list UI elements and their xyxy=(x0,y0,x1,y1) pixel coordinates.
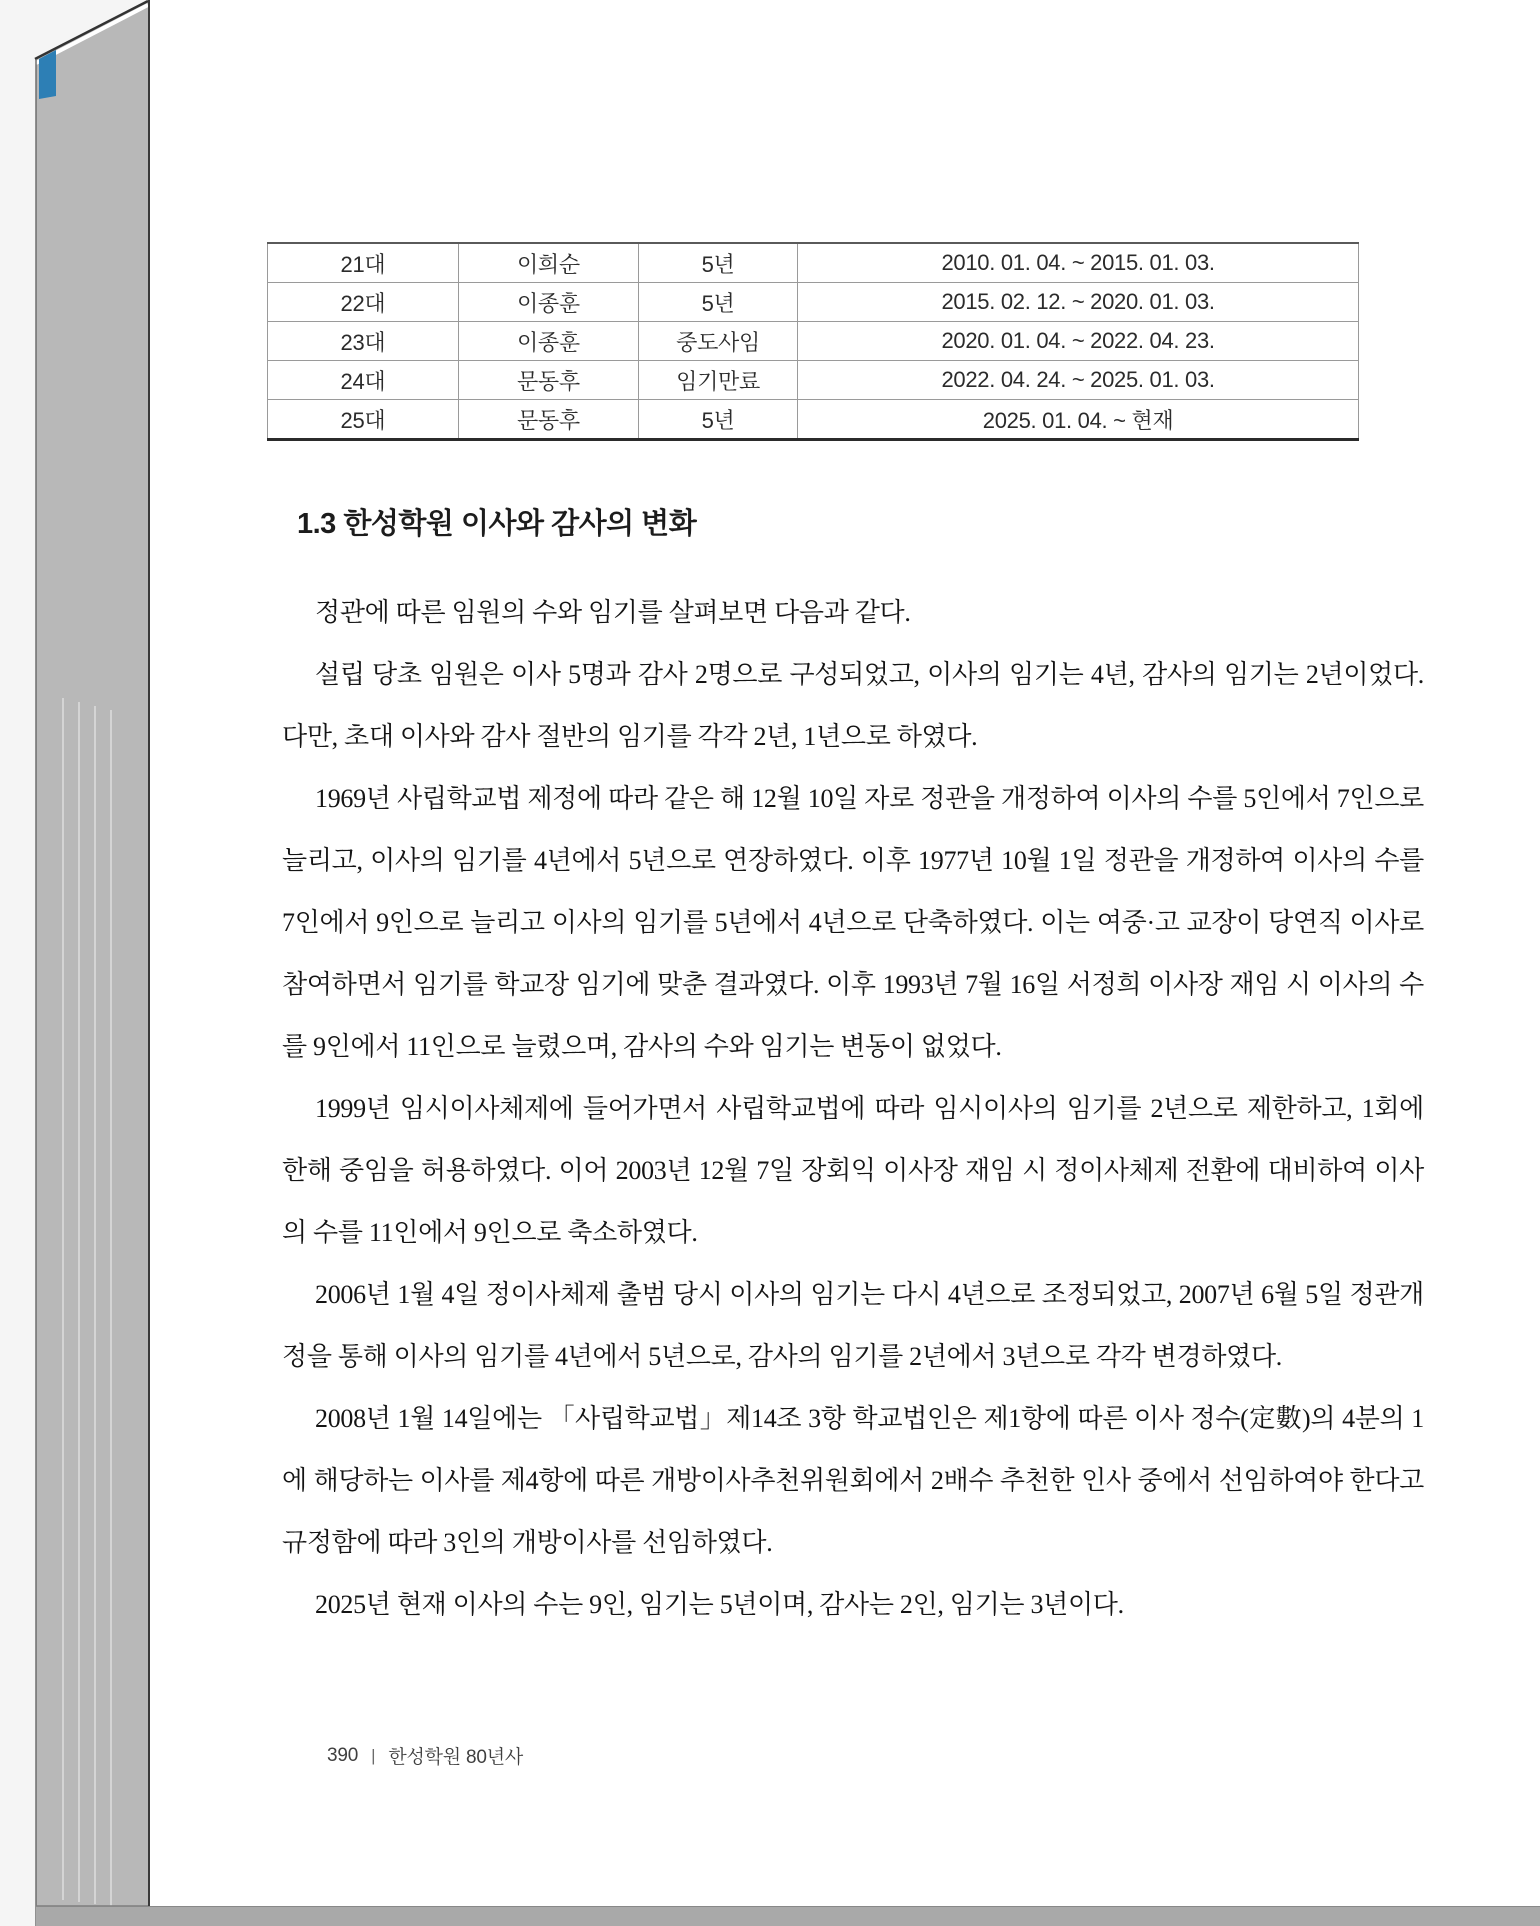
page-number: 390 xyxy=(327,1744,359,1766)
cell-name: 이종훈 xyxy=(458,283,638,322)
cell-name: 이종훈 xyxy=(458,322,638,361)
cell-generation: 22대 xyxy=(268,283,459,322)
officers-table-body xyxy=(268,243,1359,440)
cell-generation: 25대 xyxy=(268,400,459,440)
cell-generation: 23대 xyxy=(268,322,459,361)
officers-term-table xyxy=(267,242,1359,441)
cell-name: 문동후 xyxy=(458,361,638,400)
page-footer xyxy=(327,1742,523,1769)
section-heading: 1.3 한성학원 이사와 감사의 변화 xyxy=(297,508,697,540)
cell-period: 2022. 04. 24. ~ 2025. 01. 03. xyxy=(798,361,1359,400)
table-row xyxy=(268,400,1359,440)
footer-divider: | xyxy=(371,1745,376,1765)
cell-name: 문동후 xyxy=(458,400,638,440)
book-spine xyxy=(36,2,148,1926)
cell-period: 2015. 02. 12. ~ 2020. 01. 03. xyxy=(798,283,1359,322)
cell-generation: 24대 xyxy=(268,361,459,400)
table-row xyxy=(268,361,1359,400)
cell-term: 중도사임 xyxy=(638,322,797,361)
paragraph: 2025년 현재 이사의 수는 9인, 임기는 5년이며, 감사는 2인, 임기는 3년이다. xyxy=(315,1590,1124,1619)
cell-generation: 21대 xyxy=(268,243,459,283)
footer-book-title: 한성학원 80년사 xyxy=(388,1747,524,1768)
paragraph: 정관에 따른 임원의 수와 임기를 살펴보면 다음과 같다. xyxy=(315,598,911,627)
paragraph: 설립 당초 임원은 이사 5명과 감사 2명으로 구성되었고, 이사의 임기는 4년, 감사의 임기는 2년이었다. 다만, 초대 이사와 감사 절반의 임기를 각각 2년, 1년으로 하였다. xyxy=(282,660,1424,751)
paragraph: 1969년 사립학교법 제정에 따라 같은 해 12월 10일 자로 정관을 개정하여 이사의 수를 5인에서 7인으로 늘리고, 이사의 임기를 4년에서 5년으로 연장하였다. 이후 1977년 10월 1일 정관을 개정하여 이사의 수를 7인에서 9인으로 늘리고 이사의 임기를 5년에서 4년으로 단축하였다. 이는 여중·고 교장이 당연직 이사로 참여하면서 임기를 학교장 임기에 맞춘 결과였다. 이후 1993년 7월 16일 서정희 이사장 재임 시 이사의 수를 9인에서 11인으로 늘렸으며, 감사의 수와 임기는 변동이 없었다. xyxy=(282,784,1424,1061)
table-row xyxy=(268,322,1359,361)
paragraph: 2006년 1월 4일 정이사체제 출범 당시 이사의 임기는 다시 4년으로 조정되었고, 2007년 6월 5일 정관개정을 통해 이사의 임기를 4년에서 5년으로, 감사의 임기를 2년에서 3년으로 각각 변경하였다. xyxy=(282,1280,1424,1371)
body-text xyxy=(282,582,1424,1636)
page xyxy=(148,0,1540,1906)
cell-term: 임기만료 xyxy=(638,361,797,400)
cell-period: 2010. 01. 04. ~ 2015. 01. 03. xyxy=(798,243,1359,283)
cell-term: 5년 xyxy=(638,283,797,322)
paragraph: 1999년 임시이사체제에 들어가면서 사립학교법에 따라 임시이사의 임기를 2년으로 제한하고, 1회에 한해 중임을 허용하였다. 이어 2003년 12월 7일 장회익 이사장 재임 시 정이사체제 전환에 대비하여 이사의 수를 11인에서 9인으로 축소하였다. xyxy=(282,1094,1424,1247)
cell-term: 5년 xyxy=(638,400,797,440)
cell-period: 2020. 01. 04. ~ 2022. 04. 23. xyxy=(798,322,1359,361)
cell-period: 2025. 01. 04. ~ 현재 xyxy=(798,400,1359,440)
cell-term: 5년 xyxy=(638,243,797,283)
table-row xyxy=(268,243,1359,283)
paragraph: 2008년 1월 14일에는 「사립학교법」제14조 3항 학교법인은 제1항에 따른 이사 정수(定數)의 4분의 1에 해당하는 이사를 제4항에 따른 개방이사추천위원회에서 2배수 추천한 인사 중에서 선임하여야 한다고 규정함에 따라 3인의 개방이사를 선임하였다. xyxy=(282,1404,1424,1557)
cell-name: 이희순 xyxy=(458,243,638,283)
book-bottom-edge xyxy=(36,1906,1540,1926)
table-row xyxy=(268,283,1359,322)
